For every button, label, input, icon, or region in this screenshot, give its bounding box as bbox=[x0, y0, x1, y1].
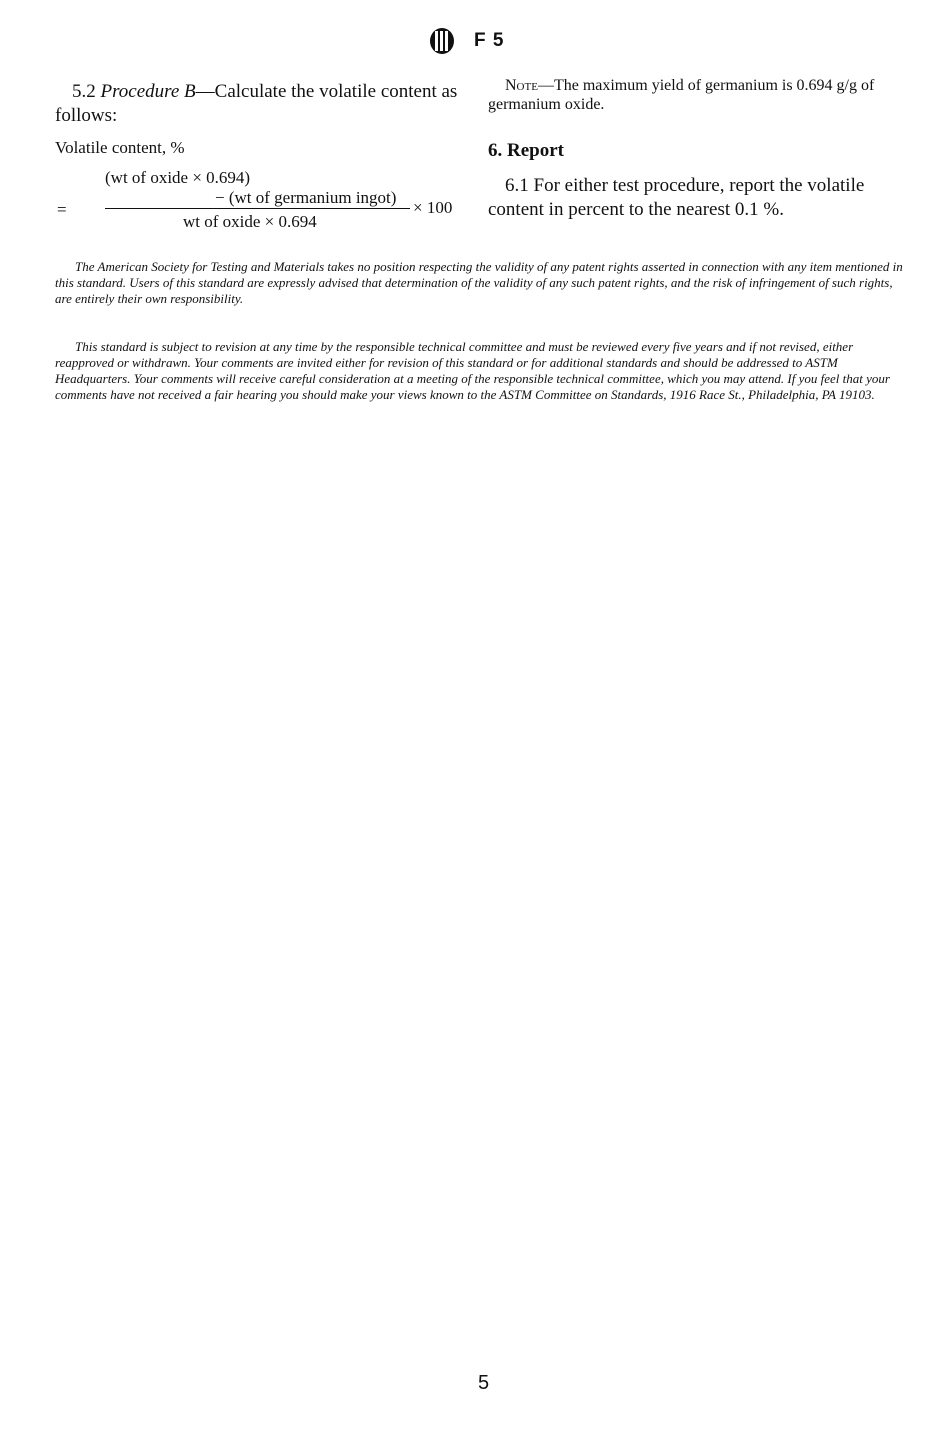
fraction-bar bbox=[105, 208, 410, 209]
section-text: —Calculate the volatile content as follows: bbox=[55, 81, 458, 126]
report-number: 6.1 bbox=[505, 175, 529, 196]
right-column bbox=[488, 76, 908, 222]
numerator-line2: − (wt of germanium ingot) bbox=[215, 188, 397, 207]
note-label: Note bbox=[505, 77, 538, 94]
multiplier: × 100 bbox=[413, 198, 453, 217]
equals-sign: = bbox=[57, 200, 67, 219]
formula-label: Volatile content, % bbox=[55, 138, 185, 157]
report-text: For either test procedure, report the volatile content in percent to the nearest 0.1 %. bbox=[488, 175, 865, 220]
section-5-2 bbox=[55, 80, 465, 128]
note-text: —The maximum yield of germanium is 0.694 g/g of germanium oxide. bbox=[488, 77, 875, 113]
left-column bbox=[55, 80, 465, 244]
astm-logo-icon bbox=[430, 28, 454, 54]
standard-designation: F 5 bbox=[474, 30, 505, 51]
page-header bbox=[430, 28, 504, 54]
page-number: 5 bbox=[478, 1372, 490, 1394]
volatile-content-formula bbox=[55, 164, 465, 244]
section-title: Procedure B bbox=[100, 81, 196, 102]
patent-notice: The American Society for Testing and Materials takes no position respecting the validity of any patent rights asserted in connection with any item mentioned in this standard. Users of this standard are expressly advised that determination of the validity of any such patent rights, and the risk of infringement of such rights, are entirely their own responsibility. bbox=[55, 259, 903, 306]
numerator-line1: (wt of oxide × 0.694) bbox=[105, 168, 251, 187]
section-number: 5.2 bbox=[72, 81, 96, 102]
denominator: wt of oxide × 0.694 bbox=[183, 212, 317, 231]
section-6-1 bbox=[488, 174, 908, 222]
note bbox=[488, 76, 908, 114]
section-heading-report: 6. Report bbox=[488, 140, 564, 161]
revision-notice: This standard is subject to revision at any time by the responsible technical committee and must be reviewed every five years and if not revised, either reapproved or withdrawn. Your comments are invited either for revision of this standard or for additional standards and should be addressed to ASTM Headquarters. Your comments will receive careful consideration at a meeting of the responsible technical committee, which you may attend. If you feel that your comments have not received a fair hearing you should make your views known to the ASTM Committee on Standards, 1916 Race St., Philadelphia, PA 19103. bbox=[55, 339, 890, 402]
